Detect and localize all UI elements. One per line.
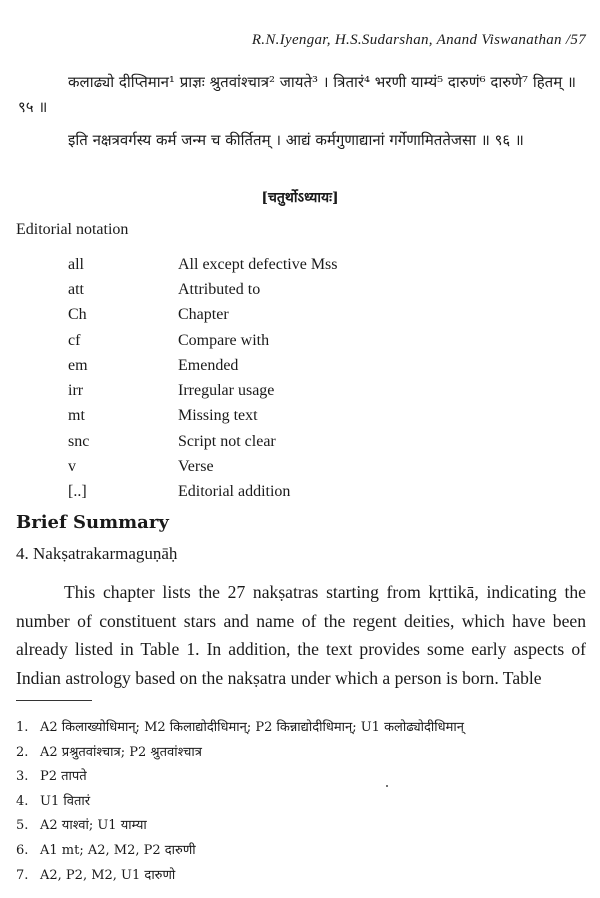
notation-abbr: att	[68, 280, 84, 298]
notation-abbr: [..]	[68, 483, 87, 501]
footnote	[16, 765, 464, 790]
notation-row	[68, 429, 338, 454]
notation-meaning: Attributed to	[178, 280, 261, 298]
notation-abbr: cf	[68, 331, 81, 349]
footnote-text: A2 प्रश्रुतवांश्चात्र; P2 श्रुतवांश्चात्र	[40, 744, 202, 760]
notation-meaning: All except defective Mss	[178, 255, 338, 273]
footnote-rule	[16, 700, 92, 701]
stray-dot	[386, 785, 388, 787]
footnote-text: A2 याश्वां; U1 याम्या	[40, 818, 147, 834]
running-title: R.N.Iyengar, H.S.Sudarshan, Anand Viswanathan	[251, 32, 562, 48]
footnote-number: 6.	[16, 842, 29, 858]
footnote-text: A1 mt; A2, M2, P2 दारुणी	[40, 842, 196, 858]
summary-paragraph: This chapter lists the 27 nakṣatras starting from kṛttikā, indicating the number of constituent stars and name of the regent deities, which have been already listed in Table 1. In addition, the text provides some early aspects of Indian astrology based on the nakṣatra under which a person is born. Table	[16, 582, 586, 688]
notation-meaning: Chapter	[178, 306, 229, 324]
footnote-number: 1.	[16, 720, 29, 735]
footnote	[16, 716, 464, 741]
notation-row	[68, 480, 338, 505]
notation-meaning: Verse	[178, 458, 214, 476]
notation-row	[68, 328, 338, 353]
footnote-number: 4.	[16, 793, 29, 809]
footnote-text: A2 किलाख्योधिमान्; M2 किलाद्योदीधिमान्; P2 किन्नाद्योदीधिमान्; U1 कलोढ्योदीधिमान्	[40, 720, 464, 735]
notation-row	[68, 454, 338, 479]
chapter-name: 4. Nakṣatrakarmaguṇāḥ	[16, 544, 178, 563]
notation-meaning: Script not clear	[178, 432, 276, 450]
notation-abbr: em	[68, 356, 88, 374]
footnote	[16, 790, 464, 815]
notation-row	[68, 353, 338, 378]
footnote	[16, 839, 464, 864]
footnote-number: 2.	[16, 744, 29, 760]
footnote	[16, 814, 464, 839]
verse-text: इति नक्षत्रवर्गस्य कर्म जन्म च कीर्तितम् । आद्यं कर्मगुणाद्यानां गर्गेणामिततेजसा ॥ ९६ ॥	[68, 131, 524, 149]
notation-table	[68, 252, 338, 505]
notation-meaning: Irregular usage	[178, 382, 275, 400]
notation-row	[68, 378, 338, 403]
notation-row	[68, 252, 338, 277]
notation-heading: Editorial notation	[16, 221, 129, 238]
notation-meaning: Emended	[178, 356, 239, 374]
notation-abbr: v	[68, 458, 76, 476]
notation-meaning: Missing text	[178, 407, 258, 425]
notation-abbr: Ch	[68, 306, 87, 324]
footnote-text: A2, P2, M2, U1 दारुणो	[40, 867, 176, 883]
footnote-number: 7.	[16, 867, 29, 883]
notation-meaning: Compare with	[178, 331, 270, 349]
verse-95	[18, 70, 592, 120]
notation-meaning: Editorial addition	[178, 483, 291, 501]
running-header	[252, 32, 586, 49]
footnote-number: 3.	[16, 769, 29, 785]
footnotes-list	[16, 716, 464, 888]
header-separator: /	[561, 32, 571, 48]
footnote-number: 5.	[16, 818, 29, 834]
footnote-text: U1 वितारं	[40, 793, 91, 809]
notation-abbr: mt	[68, 407, 85, 425]
notation-row	[68, 277, 338, 302]
notation-abbr: irr	[68, 382, 84, 400]
chapter-title: [चतुर्थोऽध्यायः]	[261, 190, 339, 206]
notation-row	[68, 303, 338, 328]
footnote-text: P2 तापते	[40, 769, 87, 785]
footnote	[16, 864, 464, 889]
summary-heading: Brief Summary	[16, 512, 169, 533]
notation-abbr: snc	[68, 432, 90, 450]
notation-abbr: all	[68, 255, 84, 273]
verse-96	[18, 128, 592, 153]
footnote	[16, 741, 464, 766]
notation-row	[68, 404, 338, 429]
page-number: 57	[570, 32, 586, 48]
verse-text: कलाढ्यो दीप्तिमान¹ प्राज्ञः श्रुतवांश्चात्र² जायते³ । त्रितारं⁴ भरणी याम्यं⁵ दारुणं⁶ दारुणे⁷ हितम् ॥ ९५ ॥	[18, 73, 576, 116]
